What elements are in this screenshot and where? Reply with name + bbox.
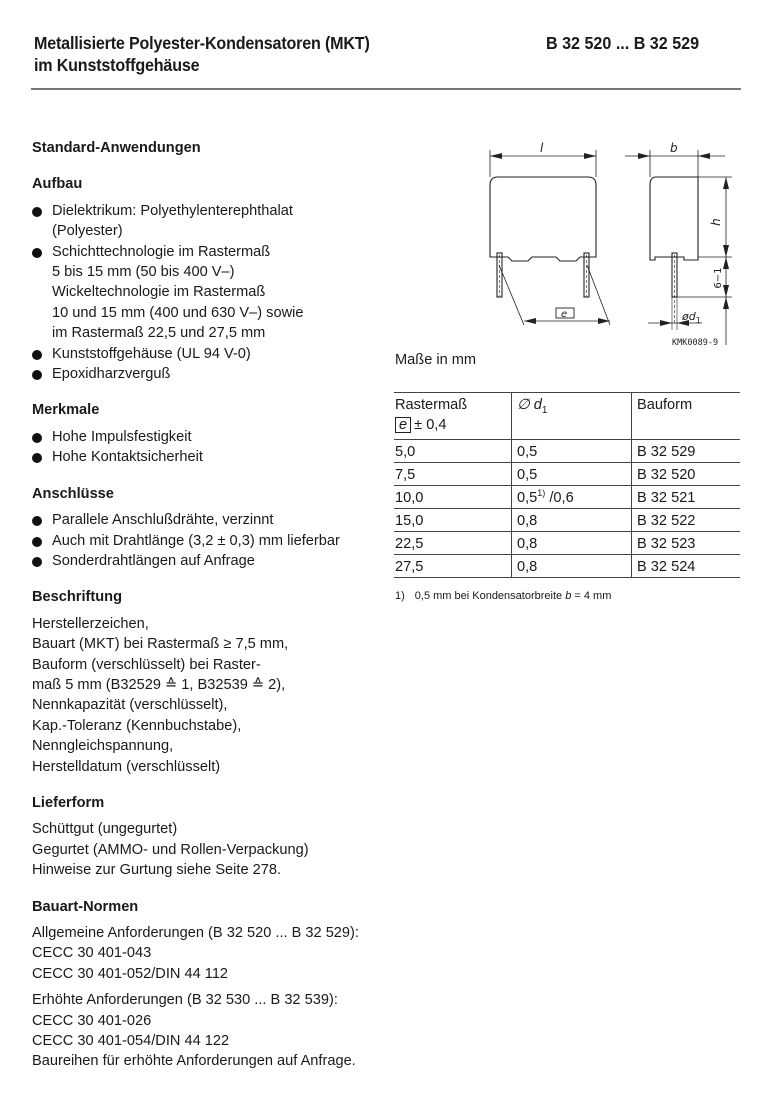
aufbau-list — [32, 201, 392, 385]
text-line: Kap.-Toleranz (Kennbuchstabe), — [32, 717, 242, 734]
table-row — [394, 486, 740, 509]
d1-value: 0,8 — [517, 559, 538, 575]
document-title — [34, 32, 370, 76]
section-bauart-normen — [32, 897, 392, 1072]
heading-aufbau: Aufbau — [32, 176, 83, 193]
text-line: Allgemeine Anforderungen (B 32 520 ... B 32 529): — [32, 925, 359, 941]
cell-bauform: B 32 523 — [632, 532, 741, 555]
list-item-line: 5 bis 15 mm (50 bis 400 V–) — [52, 264, 235, 281]
cell-bauform: B 32 522 — [632, 509, 741, 532]
d1-value: 0,8 — [517, 536, 538, 552]
list-item-line: Wickeltechnologie im Rastermaß — [52, 284, 266, 301]
text-line: CECC 30 401-052/DIN 44 112 — [32, 965, 229, 982]
header-d1 — [512, 393, 632, 440]
text-line: Schüttgut (ungegurtet) — [32, 821, 178, 838]
text-line: Herstelldatum (verschlüsselt) — [32, 758, 221, 775]
list-item: Parallele Anschlußdrähte, verzinnt — [32, 510, 392, 530]
side-view-body — [650, 177, 698, 260]
cell-bauform: B 32 524 — [632, 555, 741, 578]
text-line: Gegurtet (AMMO- und Rollen-Verpackung) — [32, 841, 309, 858]
header-rule — [31, 88, 741, 90]
cell-bauform: B 32 529 — [632, 440, 741, 463]
table-row — [394, 509, 740, 532]
table-header-row — [394, 393, 740, 440]
table-row — [394, 463, 740, 486]
text-line: CECC 30 401-026 — [32, 1012, 152, 1029]
d1-value: 0,5 — [517, 490, 538, 506]
footnote-variable: b — [565, 590, 572, 602]
list-item-line: Epoxidharzverguß — [52, 366, 171, 383]
label-l: l — [540, 141, 544, 155]
dimensions-caption: Maße in mm — [395, 352, 477, 368]
cell-d1 — [512, 532, 632, 555]
list-item-line: im Rastermaß 22,5 und 27,5 mm — [52, 325, 266, 342]
cell-d1 — [512, 555, 632, 578]
footnote-text-end: = 4 mm — [571, 590, 612, 602]
front-view-body — [490, 177, 596, 261]
list-item-line: Dielektrikum: Polyethylenterephthalat — [52, 202, 293, 219]
list-item: Hohe Kontaktsicherheit — [32, 447, 392, 467]
list-item-line: Schichttechnologie im Rastermaß — [52, 243, 271, 260]
list-item — [32, 201, 392, 242]
text-line: Baureihen für erhöhte Anforderungen auf Anfrage. — [32, 1053, 356, 1070]
list-item — [32, 242, 392, 344]
subscript: 1 — [541, 404, 548, 416]
heading-standard-anwendungen: Standard-Anwendungen — [32, 140, 201, 156]
text-line: Erhöhte Anforderungen (B 32 530 ... B 32 539): — [32, 992, 338, 1009]
text-line: maß 5 mm (B32529 ≙ 1, B32539 ≙ 2), — [32, 676, 286, 693]
cell-bauform: B 32 520 — [632, 463, 741, 486]
table-footnote — [395, 590, 611, 602]
d1-value: 0,5 — [517, 467, 538, 483]
header-rastermass — [394, 393, 512, 440]
left-column — [32, 138, 392, 1088]
title-line-2: im Kunststoffgehäuse — [34, 55, 200, 75]
cell-bauform: B 32 521 — [632, 486, 741, 509]
text-line: Herstellerzeichen, — [32, 615, 149, 632]
text-line: Nenngleichspannung, — [32, 738, 174, 755]
table-row — [394, 555, 740, 578]
section-lieferform — [32, 793, 392, 881]
heading-beschriftung: Beschriftung — [32, 589, 122, 606]
merkmale-list — [32, 427, 392, 468]
label-e: e — [561, 309, 568, 320]
cell-raster: 7,5 — [394, 463, 512, 486]
label-b: b — [670, 141, 678, 155]
section-merkmale — [32, 400, 392, 467]
label-d1 — [681, 310, 701, 325]
title-line-1: Metallisierte Polyester-Kondensatoren (MKT) — [34, 33, 370, 53]
table-row — [394, 532, 740, 555]
e-box-symbol: e — [395, 417, 411, 433]
drawing-code: KMK0089-9 — [672, 338, 719, 348]
cell-raster: 15,0 — [394, 509, 512, 532]
list-item: Hohe Impulsfestigkeit — [32, 427, 392, 447]
header-rastermass-label: Rastermaß — [395, 397, 468, 413]
dimensions-table — [394, 392, 740, 578]
capacitor-dimension-drawing — [470, 130, 750, 350]
cell-raster: 5,0 — [394, 440, 512, 463]
footnote-number: 1) — [395, 590, 405, 602]
list-item — [32, 344, 392, 364]
list-item-line: Kunststoffgehäuse (UL 94 V-0) — [52, 345, 251, 362]
label-d1-main: ød — [682, 310, 696, 323]
text-line: Nennkapazität (verschlüsselt), — [32, 697, 228, 714]
d1-value: 0,8 — [517, 513, 538, 529]
tolerance: ± 0,4 — [414, 417, 447, 433]
cell-d1 — [512, 486, 632, 509]
footnote-ref: 1) — [537, 488, 546, 499]
section-beschriftung — [32, 587, 392, 777]
header-bauform: Bauform — [632, 393, 741, 440]
cell-raster: 22,5 — [394, 532, 512, 555]
d1-alt-value: /0,6 — [545, 490, 574, 506]
list-item-line: 10 und 15 mm (400 und 630 V–) sowie — [52, 304, 304, 321]
text-line: CECC 30 401-054/DIN 44 122 — [32, 1033, 230, 1050]
heading-lieferform: Lieferform — [32, 794, 105, 811]
diameter-symbol: ∅ d — [517, 397, 542, 413]
label-h: h — [709, 218, 723, 226]
footnote-text: 0,5 mm bei Kondensatorbreite — [414, 590, 566, 602]
part-number-range: B 32 520 ... B 32 529 — [546, 33, 700, 53]
list-item — [32, 364, 392, 384]
section-aufbau — [32, 174, 392, 384]
cell-raster: 27,5 — [394, 555, 512, 578]
cell-d1 — [512, 509, 632, 532]
heading-merkmale: Merkmale — [32, 402, 100, 419]
heading-anschluesse: Anschlüsse — [32, 485, 114, 502]
cell-d1 — [512, 463, 632, 486]
anschluesse-list — [32, 510, 392, 571]
section-anschluesse — [32, 484, 392, 572]
label-lead-length: 6−1 — [713, 267, 724, 289]
text-line: Hinweise zur Gurtung siehe Seite 278. — [32, 862, 282, 879]
cell-d1 — [512, 440, 632, 463]
list-item: Sonderdrahtlängen auf Anfrage — [32, 551, 392, 571]
heading-bauart-normen: Bauart-Normen — [32, 898, 139, 915]
label-d1-sub: 1 — [695, 316, 701, 325]
text-line: Bauform (verschlüsselt) bei Raster- — [32, 656, 261, 673]
list-item-line: (Polyester) — [52, 223, 123, 240]
text-line: CECC 30 401-043 — [32, 945, 152, 962]
d1-value: 0,5 — [517, 444, 538, 460]
cell-raster: 10,0 — [394, 486, 512, 509]
table-row — [394, 440, 740, 463]
text-line: Bauart (MKT) bei Rastermaß ≥ 7,5 mm, — [32, 636, 289, 653]
list-item: Auch mit Drahtlänge (3,2 ± 0,3) mm lieferbar — [32, 531, 392, 551]
